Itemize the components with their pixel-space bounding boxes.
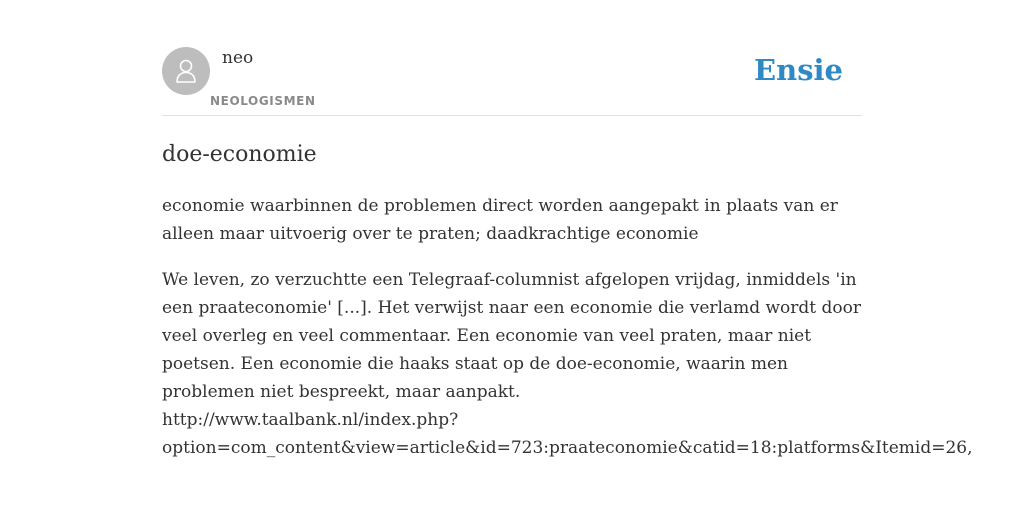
user-silhouette-icon [171, 56, 201, 86]
example-text: We leven, zo verzuchtte een Telegraaf-columnist afgelopen vrijdag, inmiddels 'in een praateconomie' [...]. Het verwijst naar een economie die verlamd wordt door veel overleg en veel commentaar. Een economie van veel praten, maar niet poetsen. Een economie die haaks staat op de doe-economie, waarin men problemen niet bespreekt, maar aanpakt. [162, 270, 862, 402]
header-divider [162, 115, 862, 116]
source-url-line-2[interactable]: option=com_content&view=article&id=723:praateconomie&catid=18:platforms&Itemid=26, [162, 438, 973, 458]
entry-definition: economie waarbinnen de problemen direct worden aangepakt in plaats van er alleen maar uitvoerig over te praten; daadkrachtige economie [162, 196, 838, 244]
ensie-logo[interactable]: Ensie [754, 53, 843, 87]
category-label[interactable]: NEOLOGISMEN [210, 94, 316, 108]
author-name[interactable]: neo [222, 48, 254, 68]
avatar[interactable] [162, 47, 210, 95]
entry-example [162, 266, 973, 462]
source-url-line-1[interactable]: http://www.taalbank.nl/index.php? [162, 410, 459, 430]
entry-headword: doe-economie [162, 142, 317, 167]
